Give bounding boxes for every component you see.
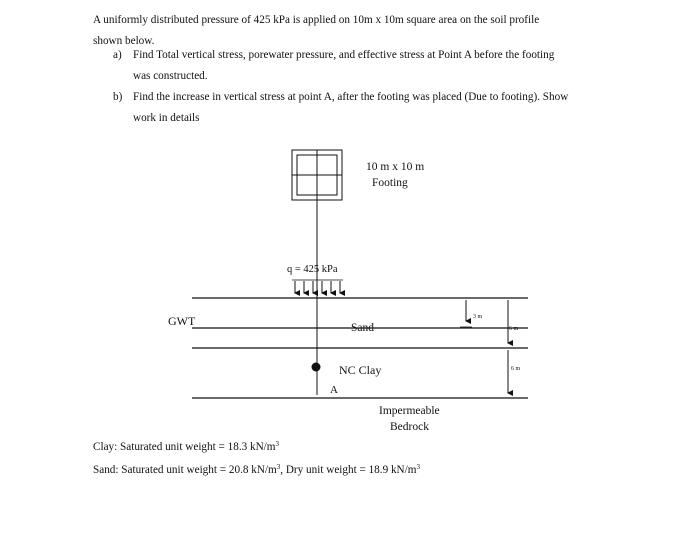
dim-clay-label: 6 m (511, 366, 521, 372)
intro-line-1: A uniformly distributed pressure of 425 kPa is applied on 10m x 10m square area on the soil profile (93, 14, 540, 26)
clay-unit-weight-text: Clay: Saturated unit weight = 18.3 kN/m (93, 441, 276, 453)
part-b-line-2: work in details (133, 112, 200, 124)
load-label: q = 425 kPa (287, 264, 338, 275)
sand-sat-unit-weight-text: Sand: Saturated unit weight = 20.8 kN/m (93, 464, 277, 476)
point-a-marker (312, 363, 321, 372)
part-a-marker: a) (113, 49, 122, 61)
sand-unit-weight-note (93, 463, 420, 477)
dim-gwt-label: 3 m (473, 314, 483, 320)
sand-sat-unit-exponent: 3 (276, 463, 281, 471)
part-a-line-1: Find Total vertical stress, porewater pressure, and effective stress at Point A before the footing (133, 49, 555, 61)
bedrock-label-line-1: Impermeable (379, 405, 440, 417)
sand-dry-unit-weight-text: , Dry unit weight = 18.9 kN/m (280, 464, 417, 476)
gwt-label: GWT (168, 314, 196, 328)
footing-label-line-2: Footing (372, 177, 408, 189)
point-a-label: A (330, 384, 338, 396)
clay-label: NC Clay (339, 363, 382, 377)
bedrock-label-line-2: Bedrock (390, 421, 429, 433)
clay-unit-weight-note (93, 440, 279, 454)
clay-unit-exponent: 3 (275, 440, 279, 448)
intro-line-2: shown below. (93, 35, 155, 47)
part-a-line-2: was constructed. (133, 70, 208, 82)
part-b-line-1: Find the increase in vertical stress at point A, after the footing was placed (Due to footing). Show (133, 91, 569, 103)
sand-dry-unit-exponent: 3 (416, 463, 420, 471)
sand-label: Sand (351, 322, 374, 334)
dim-sand-label: 6 m (509, 326, 519, 332)
footing-label-line-1: 10 m x 10 m (366, 161, 425, 173)
part-b-marker: b) (113, 91, 123, 103)
